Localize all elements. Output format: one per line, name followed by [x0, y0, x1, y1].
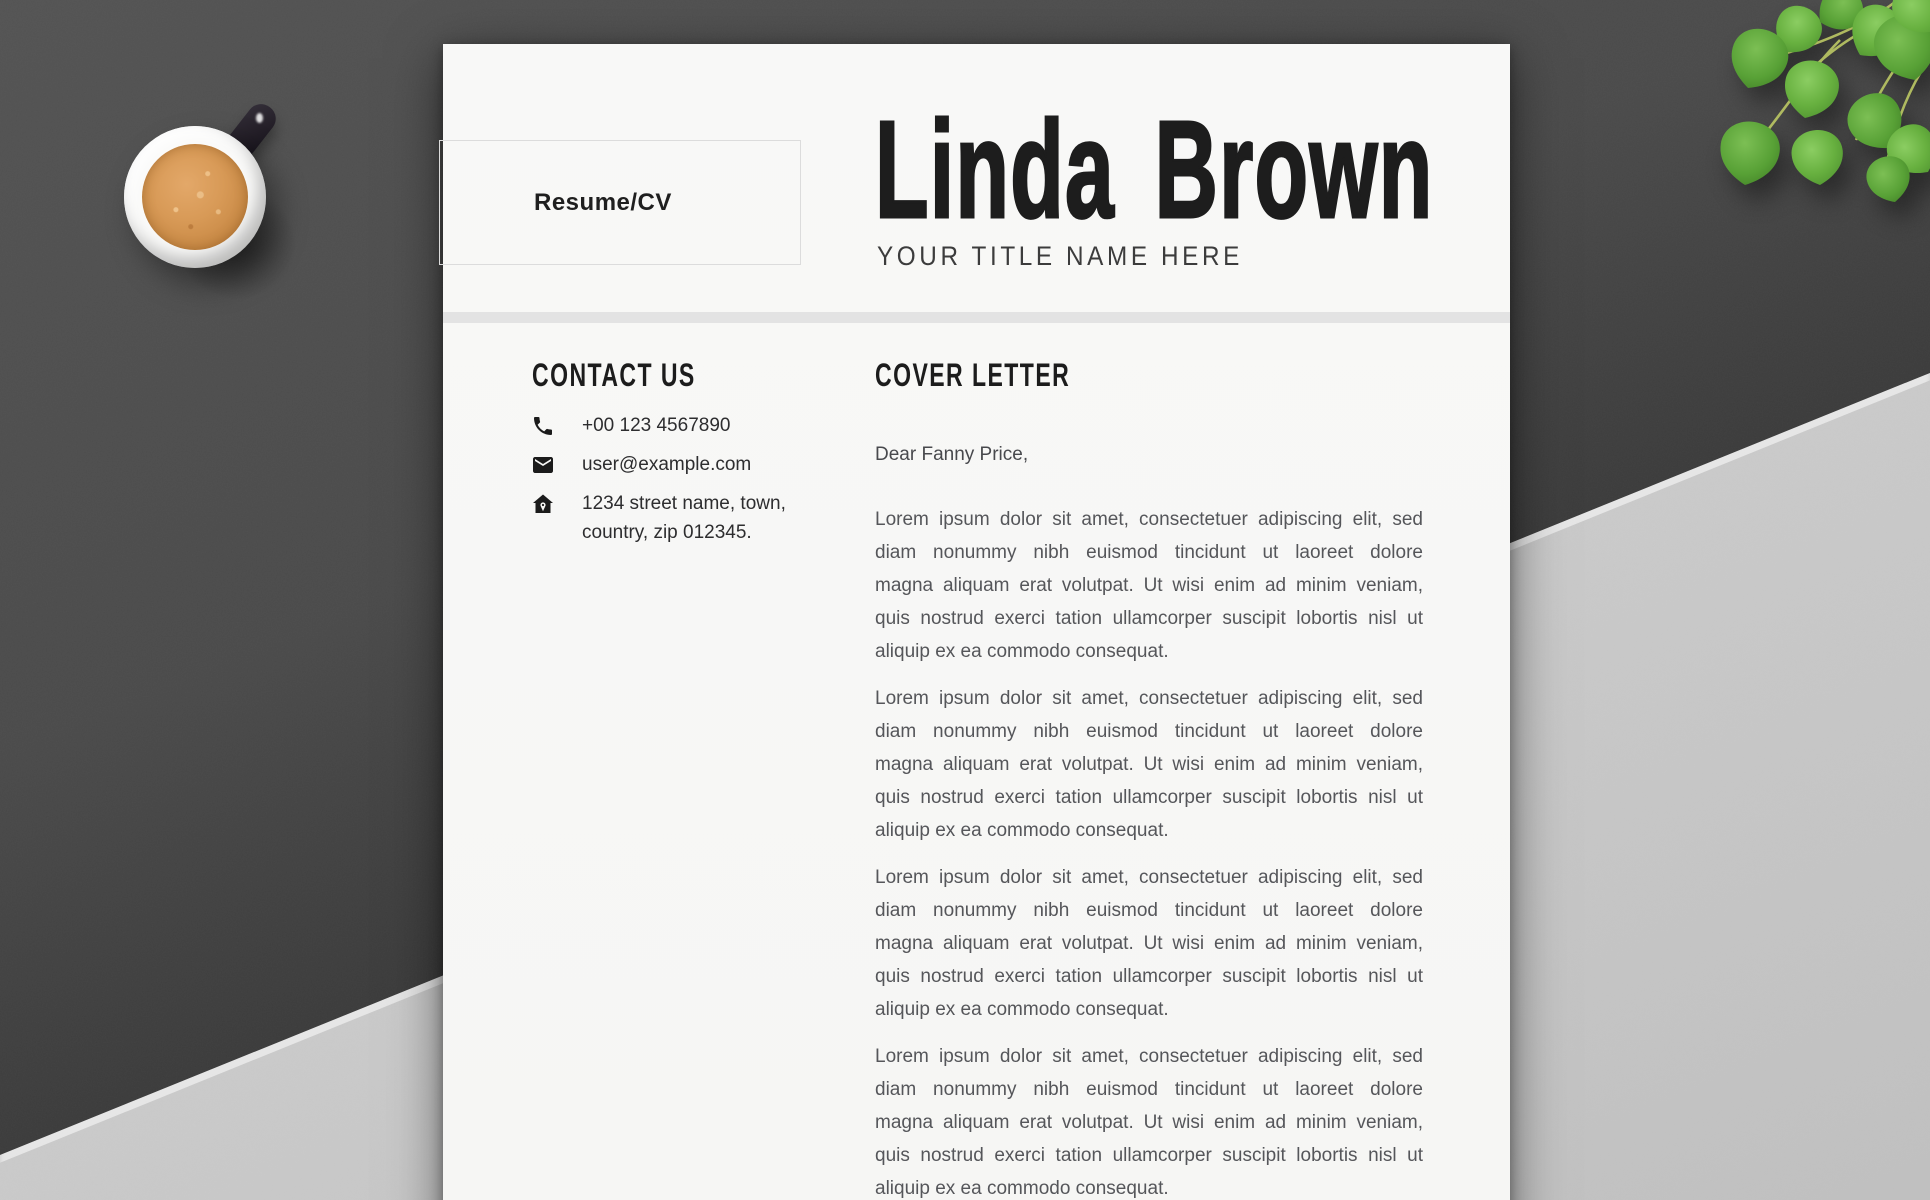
- paragraph-line: Lorem ipsum dolor sit amet, consectetuer adipiscing elit, sed: [875, 509, 1423, 530]
- cover-letter-heading: COVER LETTER: [875, 357, 1071, 393]
- paragraph-line: magna aliquam erat volutpat. Ut wisi enim ad minim veniam,: [875, 575, 1423, 596]
- plant-leaves: [1716, 0, 1930, 208]
- paragraph-line: quis nostrud exerci tation ullamcorper suscipit lobortis nisl ut: [875, 966, 1423, 987]
- paragraph-line: diam nonummy nibh euismod tincidunt ut laoreet dolore: [875, 1079, 1423, 1100]
- contact-phone: +00 123 4567890: [582, 415, 731, 436]
- cover-letter-paragraph: [875, 861, 1423, 1026]
- coffee-surface: [142, 144, 248, 250]
- paragraph-line: magna aliquam erat volutpat. Ut wisi enim ad minim veniam,: [875, 1112, 1423, 1133]
- contact-section-heading: CONTACT US: [532, 357, 696, 393]
- paragraph-line: aliquip ex ea commodo consequat.: [875, 999, 1169, 1020]
- paragraph-line: diam nonummy nibh euismod tincidunt ut laoreet dolore: [875, 721, 1423, 742]
- phone-icon: [531, 414, 555, 438]
- salutation: Dear Fanny Price,: [875, 444, 1029, 465]
- contact-address-line2: country, zip 012345.: [582, 522, 752, 543]
- paragraph-line: magna aliquam erat volutpat. Ut wisi enim ad minim veniam,: [875, 754, 1423, 775]
- cover-letter-paragraph: [875, 1040, 1423, 1200]
- plant: [1690, 0, 1930, 215]
- paragraph-line: quis nostrud exerci tation ullamcorper suscipit lobortis nisl ut: [875, 608, 1423, 629]
- paragraph-line: quis nostrud exerci tation ullamcorper suscipit lobortis nisl ut: [875, 1145, 1423, 1166]
- paragraph-line: aliquip ex ea commodo consequat.: [875, 1178, 1169, 1199]
- paragraph-line: magna aliquam erat volutpat. Ut wisi enim ad minim veniam,: [875, 933, 1423, 954]
- contact-email: user@example.com: [582, 454, 752, 475]
- contact-row-address: [531, 489, 786, 547]
- paragraph-line: diam nonummy nibh euismod tincidunt ut laoreet dolore: [875, 900, 1423, 921]
- person-title: YOUR TITLE NAME HERE: [877, 241, 1243, 271]
- cover-letter-paragraph: [875, 682, 1423, 847]
- resume-paper: [443, 44, 1510, 1200]
- cover-letter-body: [875, 503, 1423, 1200]
- contact-address: [555, 489, 786, 547]
- paragraph-line: Lorem ipsum dolor sit amet, consectetuer adipiscing elit, sed: [875, 1046, 1423, 1067]
- contact-row-email: [531, 450, 786, 479]
- paragraph-line: diam nonummy nibh euismod tincidunt ut laoreet dolore: [875, 542, 1423, 563]
- paragraph-line: Lorem ipsum dolor sit amet, consectetuer adipiscing elit, sed: [875, 867, 1423, 888]
- resume-type-badge: [439, 140, 801, 265]
- paragraph-line: Lorem ipsum dolor sit amet, consectetuer adipiscing elit, sed: [875, 688, 1423, 709]
- contact-address-line1: 1234 street name, town,: [582, 493, 786, 514]
- person-name: Linda Brown: [875, 93, 1434, 247]
- home-icon: [531, 492, 555, 516]
- coffee-cup-handle-highlight: [256, 113, 263, 123]
- paragraph-line: quis nostrud exerci tation ullamcorper suscipit lobortis nisl ut: [875, 787, 1423, 808]
- email-icon: [531, 453, 555, 477]
- contact-list: [531, 411, 786, 557]
- cover-letter-paragraph: [875, 503, 1423, 668]
- paragraph-line: aliquip ex ea commodo consequat.: [875, 641, 1169, 662]
- contact-row-phone: [531, 411, 786, 440]
- paragraph-line: aliquip ex ea commodo consequat.: [875, 820, 1169, 841]
- resume-type-label: Resume/CV: [534, 188, 672, 216]
- coffee-cup: [124, 126, 266, 268]
- header-divider: [443, 312, 1510, 323]
